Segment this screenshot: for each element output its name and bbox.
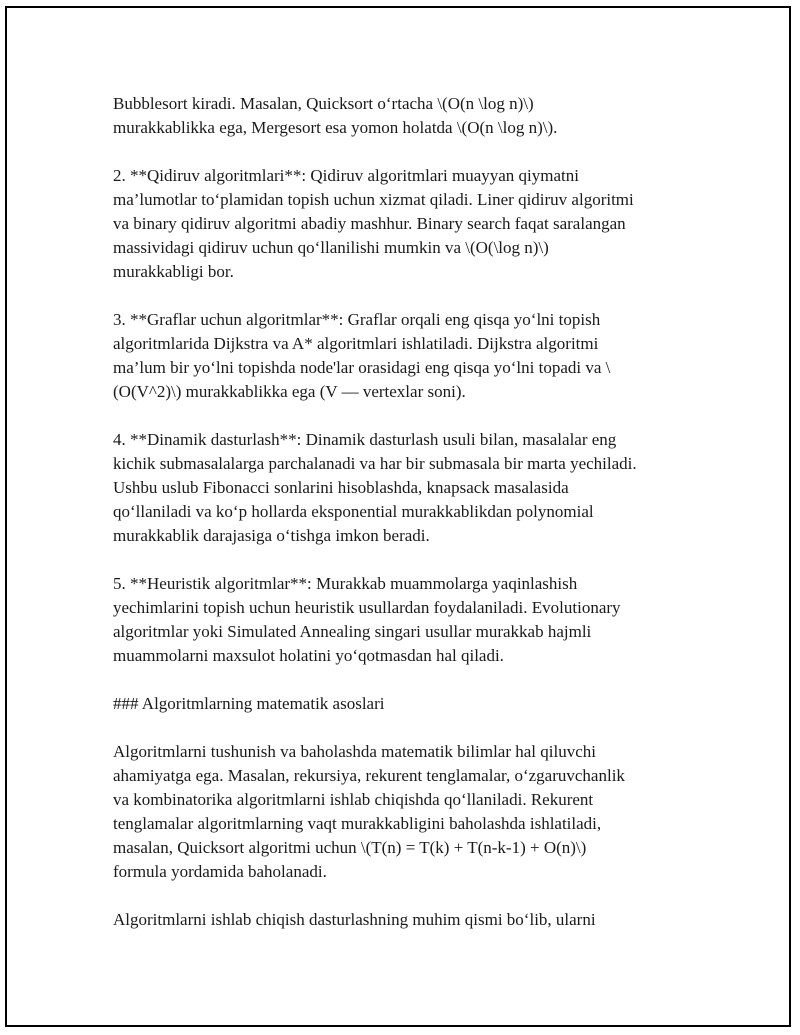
section-heading-math-foundations: ### Algoritmlarning matematik asoslari bbox=[113, 694, 385, 713]
paragraph-search-algorithms: 2. **Qidiruv algoritmlari**: Qidiruv algoritmlari muayyan qiymatni ma’lumotlar to‘plamidan topish uchun xizmat qiladi. Liner qidiruv algoritmi va binary qidiruv algoritmi abadiy mashhur. Binary search faqat saralangan massividagi qidiruv uchun qo‘llanilishi mumkin va \(O(\log n)\) murakkabligi bor. bbox=[113, 166, 634, 281]
paragraph-sorting-complexity: Bubblesort kiradi. Masalan, Quicksort o‘rtacha \(O(n \log n)\) murakkablikka ega, Mergesort esa yomon holatda \(O(n \log n)\). bbox=[113, 94, 558, 137]
paragraph-dynamic-programming: 4. **Dinamik dasturlash**: Dinamik dasturlash usuli bilan, masalalar eng kichik submasalalarga parchalanadi va har bir submasala bir marta yechiladi. Ushbu uslub Fibonacci sonlarini hisoblashda, knapsack masalasida qo‘llaniladi va ko‘p hollarda eksponential murakkablikdan polynomial murakkablik darajasiga o‘tishga imkon beradi. bbox=[113, 430, 637, 545]
paragraph-heuristic-algorithms: 5. **Heuristik algoritmlar**: Murakkab muammolarga yaqinlashish yechimlarini topish uchun heuristik usullardan foydalaniladi. Evolutionary algoritmlar yoki Simulated Annealing singari usullar murakkab hajmli muammolarni maxsulot holatini yo‘qotmasdan hal qiladi. bbox=[113, 574, 621, 665]
paragraph-closing: Algoritmlarni ishlab chiqish dasturlashning muhim qismi bo‘lib, ularni bbox=[113, 910, 596, 929]
document-body bbox=[113, 92, 693, 956]
paragraph-graph-algorithms: 3. **Graflar uchun algoritmlar**: Graflar orqali eng qisqa yo‘lni topish algoritmlarida Dijkstra va A* algoritmlari ishlatiladi. Dijkstra algoritmi ma’lum bir yo‘lni topishda node'lar orasidagi eng qisqa yo‘lni topadi va \ (O(V^2)\) murakkablikka ega (V — vertexlar soni). bbox=[113, 310, 611, 401]
paragraph-math-foundations: Algoritmlarni tushunish va baholashda matematik bilimlar hal qiluvchi ahamiyatga ega. Masalan, rekursiya, rekurent tenglamalar, o‘zgaruvchanlik va kombinatorika algoritmlarni ishlab chiqishda qo‘llaniladi. Rekurent tenglamalar algoritmlarning vaqt murakkabligini baholashda ishlatiladi, masalan, Quicksort algoritmi uchun \(T(n) = T(k) + T(n-k-1) + O(n)\) formula yordamida baholanadi. bbox=[113, 742, 625, 881]
